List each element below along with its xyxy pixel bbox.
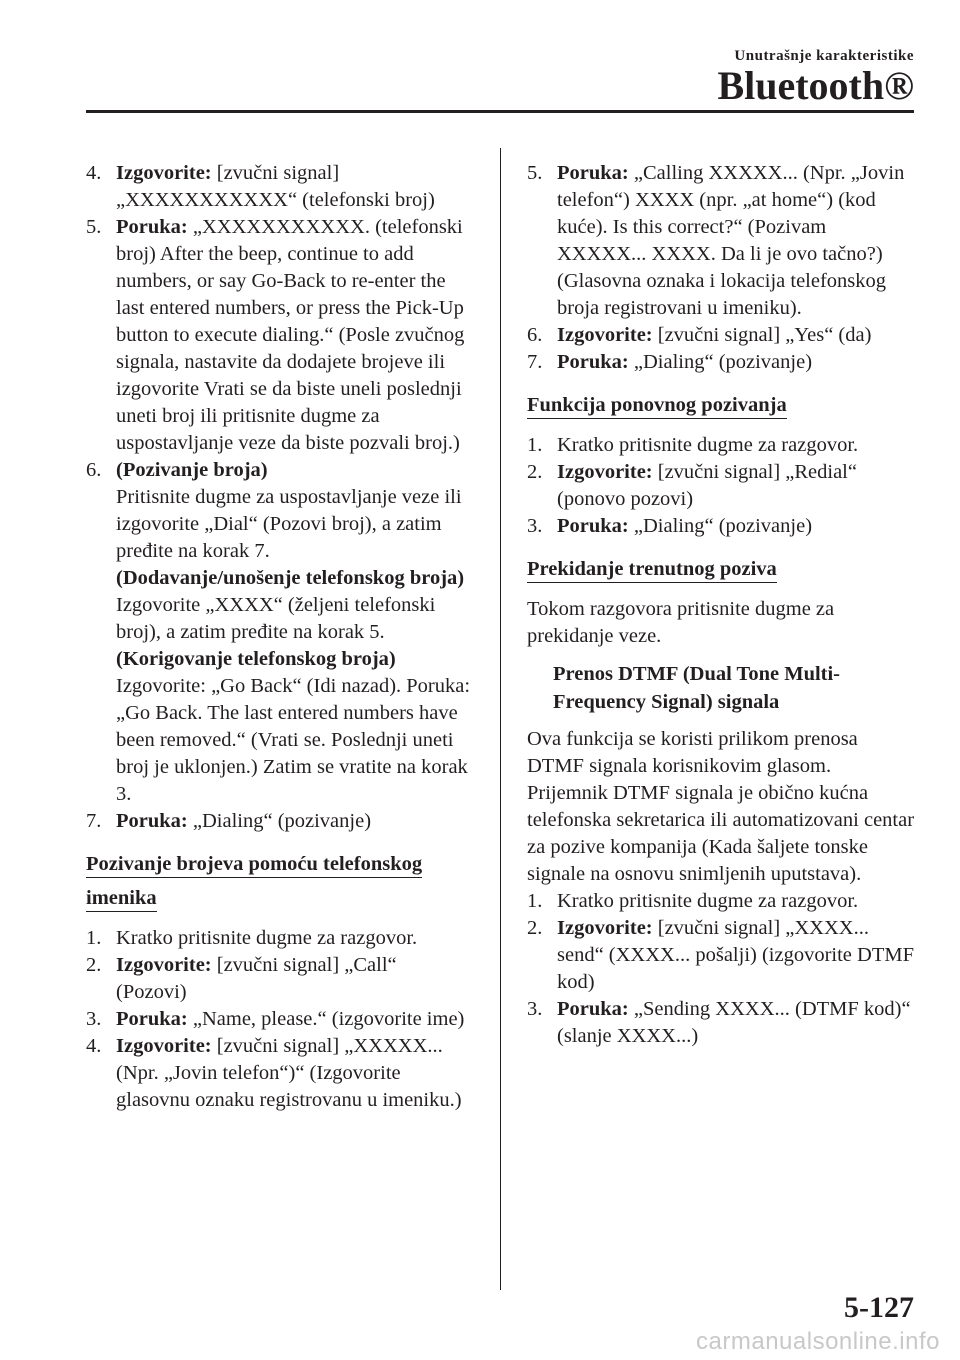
dtmf-steps: [527, 888, 917, 1050]
step-content: „Sending XXXX... (DTMF kod)“ (slanje XXXX...): [557, 998, 911, 1047]
step-label: Poruka:: [557, 998, 629, 1020]
header-rule: [86, 110, 914, 113]
step-content: [zvučni signal] „Call“ (Pozovi): [116, 954, 397, 1003]
option-text-correct: Izgovorite: „Go Back“ (Idi nazad). Poruka: „Go Back. The last entered numbers have been removed.“ (Vrati se. Poslednji uneti broj je uklonjen.) Zatim se vratite na korak 3.: [116, 675, 471, 805]
right-column: [527, 160, 917, 1050]
step-content: [zvučni signal] „Yes“ (da): [652, 324, 872, 346]
step-item: [527, 459, 917, 513]
step-number: 6.: [86, 459, 102, 481]
step-text: [557, 349, 917, 376]
step-text: [116, 214, 472, 457]
step-label: Izgovorite:: [116, 162, 212, 184]
step-text: [116, 1006, 472, 1033]
step-text: [557, 915, 917, 996]
step-item: [86, 808, 472, 835]
step-content: [zvučni signal] „XXXX... send“ (XXXX... pošalji) (izgovorite DTMF kod): [557, 917, 914, 993]
step-content: „Dialing“ (pozivanje): [628, 351, 813, 373]
step-number: 7.: [86, 810, 102, 832]
section-heading-hangup: Prekidanje trenutnog poziva: [527, 558, 777, 583]
step-label: Izgovorite:: [557, 324, 653, 346]
step-item: [86, 925, 472, 952]
redial-steps: [527, 432, 917, 540]
watermark: carmanualsonline.info: [696, 1328, 940, 1355]
page-number: 5-127: [844, 1291, 914, 1324]
step-label: Izgovorite:: [557, 461, 653, 483]
hangup-text: Tokom razgovora pritisnite dugme za prekidanje veze.: [527, 598, 835, 647]
step-text: [557, 432, 917, 459]
step-item: [527, 513, 917, 540]
step-content: [zvučni signal] „XXXXX... (Npr. „Jovin telefon“)“ (Izgovorite glasovnu oznaku registrovanu u imeniku.): [116, 1035, 462, 1111]
page-title: Bluetooth®: [717, 63, 914, 108]
left-column: [86, 160, 472, 1114]
step-number: 4.: [86, 1035, 102, 1057]
step-item: [86, 214, 472, 457]
step-text: [116, 1033, 472, 1114]
step-label: Poruka:: [557, 351, 629, 373]
step-label: Poruka:: [116, 810, 188, 832]
step-text: [557, 888, 917, 915]
option-text-dial: Pritisnite dugme za uspostavljanje veze ili izgovorite „Dial“ (Pozovi broj), a zatim pređite na korak 7.: [116, 486, 462, 562]
section-heading-redial-wrap: [527, 388, 917, 422]
step-item: [527, 322, 917, 349]
column-divider: [500, 148, 501, 1290]
step-text: [557, 513, 917, 540]
step-content: Kratko pritisnite dugme za razgovor.: [557, 890, 859, 912]
step-number: 1.: [527, 890, 543, 912]
step-text: [557, 996, 917, 1050]
step-label: Poruka:: [116, 1008, 188, 1030]
step-content: [zvučni signal] „Redial“ (ponovo pozovi): [557, 461, 857, 510]
step-item: [527, 432, 917, 459]
step-number: 1.: [86, 927, 102, 949]
step-item: [527, 160, 917, 322]
step-number: 6.: [527, 324, 543, 346]
step-item: [86, 160, 472, 214]
step-number: 4.: [86, 162, 102, 184]
step-text: [116, 925, 472, 952]
step-label: Poruka:: [557, 515, 629, 537]
option-heading-correct: (Korigovanje telefonskog broja): [116, 648, 396, 670]
option-text-add: Izgovorite „XXXX“ (željeni telefonski broj), a zatim pređite na korak 5.: [116, 594, 436, 643]
step-text: [557, 160, 917, 322]
step-label: Poruka:: [116, 216, 188, 238]
option-heading-add: (Dodavanje/unošenje telefonskog broja): [116, 567, 465, 589]
step-label: Izgovorite:: [116, 954, 212, 976]
step-item: [86, 1006, 472, 1033]
dtmf-subheading: Prenos DTMF (Dual Tone Multi-Frequency Signal) signala: [553, 663, 841, 713]
step-item: [527, 349, 917, 376]
step-item: [86, 457, 472, 808]
step-content: Kratko pritisnite dugme za razgovor.: [116, 927, 418, 949]
phonebook-steps: [86, 925, 472, 1114]
step-item: [527, 888, 917, 915]
step-item: [86, 1033, 472, 1114]
step-item: [527, 996, 917, 1050]
step-number: 5.: [86, 216, 102, 238]
step-item: [86, 952, 472, 1006]
phonebook-steps-continued: [527, 160, 917, 376]
step-content: „Name, please.“ (izgovorite ime): [187, 1008, 465, 1030]
step-number: 3.: [86, 1008, 102, 1030]
step-label: Izgovorite:: [557, 917, 653, 939]
step-number: 2.: [527, 461, 543, 483]
step-text: [116, 457, 472, 808]
section-heading-redial: Funkcija ponovnog pozivanja: [527, 394, 787, 419]
section-heading-phonebook: Pozivanje brojeva pomoću telefonskog imenika: [86, 853, 422, 912]
step-label: Izgovorite:: [116, 1035, 212, 1057]
step-content: „Calling XXXXX... (Npr. „Jovin telefon“) XXXX (npr. „at home“) (kod kuće). Is this correct?“ (Pozivam XXXXX... XXXX. Da li je ovo tačno?) (Glasovna oznaka i lokacija telefonskog broja registrovani u imeniku).: [557, 162, 905, 319]
step-content: „Dialing“ (pozivanje): [628, 515, 813, 537]
section-heading-hangup-wrap: [527, 552, 917, 586]
step-text: [557, 322, 917, 349]
step-content: „XXXXXXXXXXX. (telefonski broj) After the beep, continue to add numbers, or say Go-Back to re-enter the last entered numbers, or press the Pick-Up button to execute dialing.“ (Posle zvučnog signala, nastavite da dodajete brojeve ili izgovorite Vrati se da biste uneli poslednji uneti broj ili pritisnite dugme za uspostavljanje veze da biste pozvali broj.): [116, 216, 465, 454]
step-number: 3.: [527, 998, 543, 1020]
dtmf-text: Ova funkcija se koristi prilikom prenosa DTMF signala korisnikovim glasom. Prijemnik DTMF signala je obično kućna telefonska sekretarica ili automatizovani centar za pozive kompanija (Kada šaljete tonske signale na osnovu snimljenih uputstava).: [527, 728, 915, 885]
step-content: Kratko pritisnite dugme za razgovor.: [557, 434, 859, 456]
step-number: 1.: [527, 434, 543, 456]
step-text: [557, 459, 917, 513]
section-heading-phonebook-wrap: [86, 847, 472, 915]
step-number: 7.: [527, 351, 543, 373]
step-number: 3.: [527, 515, 543, 537]
step-number: 5.: [527, 162, 543, 184]
step-label: Poruka:: [557, 162, 629, 184]
step-content: [zvučni signal] „XXXXXXXXXXX“ (telefonski broj): [116, 162, 435, 211]
step-number: 2.: [527, 917, 543, 939]
step-content: „Dialing“ (pozivanje): [187, 810, 372, 832]
step-text: [116, 160, 472, 214]
option-heading-dial: (Pozivanje broja): [116, 459, 268, 481]
step-text: [116, 808, 472, 835]
step-text: [116, 952, 472, 1006]
step-number: 2.: [86, 954, 102, 976]
section-header: Unutrašnje karakteristike: [734, 48, 914, 64]
step-item: [527, 915, 917, 996]
